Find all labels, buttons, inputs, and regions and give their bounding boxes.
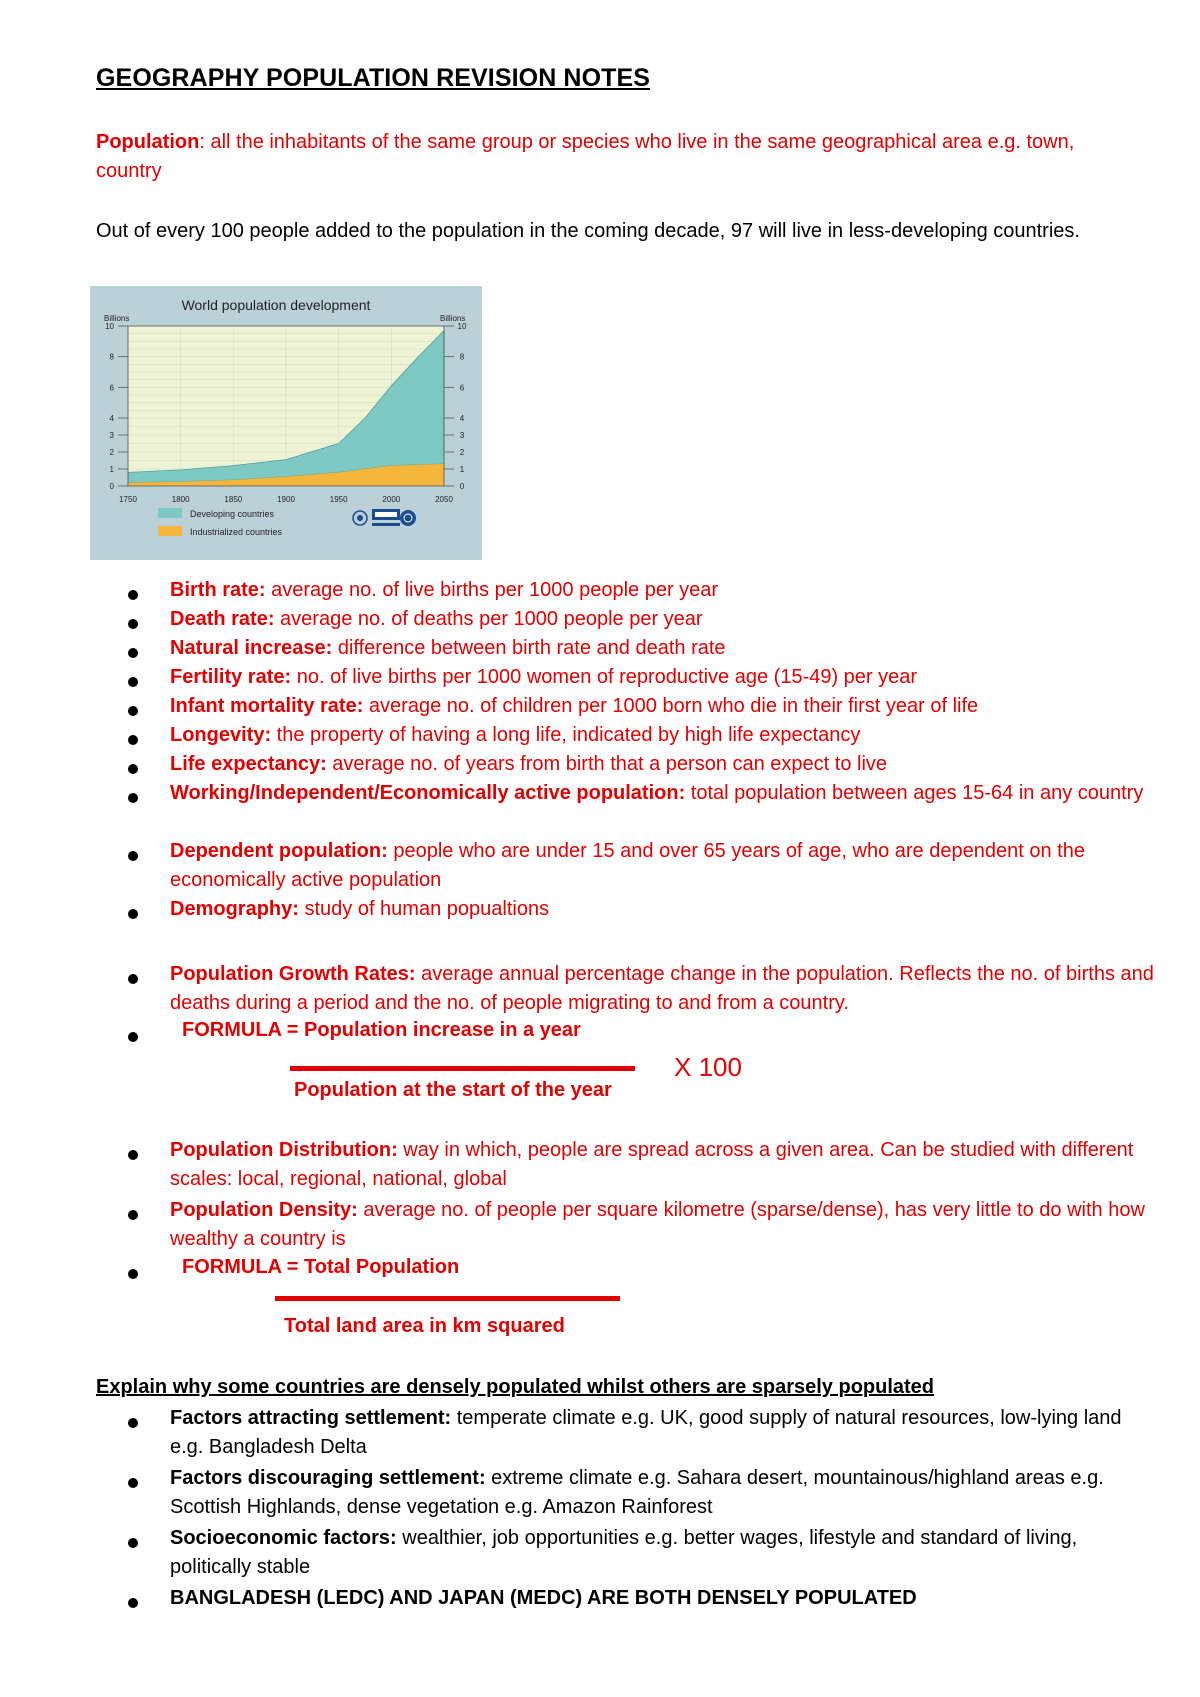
- population-chart: [90, 286, 482, 560]
- y-tick-label-left: 6: [109, 383, 114, 393]
- bullet: [128, 1269, 138, 1279]
- page-title: GEOGRAPHY POPULATION REVISION NOTES: [96, 64, 651, 92]
- x-tick-label: 1750: [119, 495, 137, 504]
- y-tick-label-right: 4: [459, 414, 465, 423]
- density-formula-label: FORMULA = Total Population: [182, 1256, 460, 1278]
- population-chart-svg: [90, 286, 482, 560]
- x-tick-label: 2000: [382, 495, 401, 504]
- density-term: Population Density:: [170, 1199, 358, 1221]
- bullet: [128, 648, 138, 658]
- factor-text: temperate climate e.g. UK, good supply of natural resources, low-lying land e.g. Bangladesh Delta: [170, 1407, 1122, 1458]
- bullet: [128, 764, 138, 774]
- bullet: [128, 909, 138, 919]
- definition-item: [170, 750, 1180, 779]
- definition-term: Dependent population:: [170, 840, 388, 862]
- definition-term: Life expectancy:: [170, 753, 327, 775]
- bullet: [128, 619, 138, 629]
- un-logo: [353, 511, 367, 525]
- bullet: [128, 706, 138, 716]
- density-def: average no. of people per square kilometre (sparse/dense), has very little to do with how wealthy a country is: [170, 1199, 1145, 1250]
- y-tick-label-left: 3: [109, 431, 114, 440]
- growth-formula-label: FORMULA = Population increase in a year: [182, 1019, 581, 1041]
- bullet: [128, 677, 138, 687]
- x-tick-label: 1850: [224, 495, 243, 504]
- density-denominator: Total land area in km squared: [284, 1315, 565, 1337]
- definition-term: Fertility rate:: [170, 666, 292, 688]
- x-tick-label: 1900: [277, 495, 295, 504]
- factor-term: Factors attracting settlement:: [170, 1407, 452, 1429]
- bullet: [128, 1598, 138, 1608]
- distribution-term: Population Distribution:: [170, 1139, 398, 1161]
- definition-text: average no. of children per 1000 born who die in their first year of life: [363, 695, 979, 717]
- factor-item: [170, 1404, 1130, 1462]
- factor-item: [170, 1584, 1130, 1613]
- bullet: [128, 1418, 138, 1428]
- density-item: [170, 1196, 1180, 1254]
- factor-term: Socioeconomic factors:: [170, 1527, 397, 1549]
- y-tick-label-left: 0: [109, 482, 114, 491]
- growth-fraction-bar: [290, 1066, 635, 1071]
- y-tick-label-left: 10: [105, 322, 114, 331]
- legend-industrialized: Industrialized countries: [190, 527, 283, 537]
- definition-term: Longevity:: [170, 724, 272, 746]
- bullet: [128, 1032, 138, 1042]
- legend-swatch-industrialized: [158, 526, 182, 536]
- y-tick-label-right: 8: [459, 352, 465, 362]
- growth-def: average annual percentage change in the population. Reflects the no. of births and deaths during a period and the no. of people migrating to and from a country.: [170, 963, 1154, 1014]
- factor-text: wealthier, job opportunities e.g. better wages, lifestyle and standard of living, politically stable: [170, 1527, 1078, 1578]
- definition-term: Infant mortality rate:: [170, 695, 364, 717]
- definition-text: average no. of years from birth that a person can expect to live: [326, 753, 888, 775]
- legend-swatch-developing: [158, 508, 182, 518]
- definition-item: [170, 663, 1180, 692]
- y-tick-label-left: 8: [109, 352, 114, 362]
- population-definition: [96, 128, 1116, 186]
- density-fraction-bar: [275, 1296, 620, 1301]
- definition-term: Death rate:: [170, 608, 275, 630]
- definition-text: average no. of deaths per 1000 people per year: [274, 608, 703, 630]
- definition-item: [170, 605, 1180, 634]
- bullet: [128, 1210, 138, 1220]
- bullet: [128, 1150, 138, 1160]
- population-def: : all the inhabitants of the same group or species who live in the same geographical area e.g. town, country: [96, 131, 1075, 182]
- definition-text: study of human popualtions: [298, 898, 550, 920]
- chart-ylabel-left: Billions: [104, 314, 130, 323]
- factor-term: Factors discouraging settlement:: [170, 1467, 486, 1489]
- factor-term: BANGLADESH (LEDC) AND JAPAN (MEDC) ARE BOTH DENSELY POPULATED: [170, 1587, 917, 1609]
- definition-text: difference between birth rate and death rate: [332, 637, 726, 659]
- y-tick-label-right: 2: [459, 448, 465, 457]
- definition-item: [170, 837, 1180, 895]
- definition-term: Natural increase:: [170, 637, 333, 659]
- bullet: [128, 793, 138, 803]
- x-tick-label: 1950: [329, 495, 348, 504]
- y-tick-label-right: 10: [457, 322, 467, 331]
- grid-arendal-logo: [372, 509, 400, 526]
- definition-term: Demography:: [170, 898, 299, 920]
- factor-item: [170, 1524, 1130, 1582]
- growth-rate-item: [170, 960, 1180, 1018]
- distribution-item: [170, 1136, 1180, 1194]
- bullet: [128, 735, 138, 745]
- bullet: [128, 851, 138, 861]
- definition-item: [170, 895, 1180, 924]
- factor-item: [170, 1464, 1130, 1522]
- factor-text: extreme climate e.g. Sahara desert, mountainous/highland areas e.g. Scottish Highlands, dense vegetation e.g. Amazon Rainforest: [170, 1467, 1104, 1518]
- growth-multiplier: X 100: [674, 1052, 742, 1082]
- chart-ylabel-right: Billions: [440, 314, 466, 323]
- definition-item: [170, 779, 1180, 808]
- y-tick-label-left: 4: [109, 414, 114, 423]
- un-emblem-icon: [400, 510, 416, 526]
- definition-text: total population between ages 15-64 in any country: [685, 782, 1144, 804]
- y-tick-label-left: 2: [109, 448, 114, 457]
- y-tick-label-left: 1: [109, 465, 114, 474]
- y-tick-label-right: 0: [459, 482, 465, 491]
- bullet: [128, 974, 138, 984]
- definition-item: [170, 576, 1180, 605]
- legend-developing: Developing countries: [190, 509, 275, 519]
- bullet: [128, 1538, 138, 1548]
- definition-item: [170, 721, 1180, 750]
- growth-denominator: Population at the start of the year: [294, 1079, 612, 1101]
- section-heading: Explain why some countries are densely populated whilst others are sparsely populated: [96, 1376, 935, 1398]
- y-tick-label-right: 1: [459, 465, 465, 474]
- definition-term: Birth rate:: [170, 579, 266, 601]
- population-term: Population: [96, 131, 200, 153]
- definition-term: Working/Independent/Economically active population:: [170, 782, 686, 804]
- distribution-def: way in which, people are spread across a given area. Can be studied with different scales: local, regional, national, global: [170, 1139, 1134, 1190]
- y-tick-label-right: 3: [459, 431, 465, 440]
- definition-text: average no. of live births per 1000 people per year: [265, 579, 719, 601]
- growth-term: Population Growth Rates:: [170, 963, 416, 985]
- x-tick-label: 1800: [171, 495, 190, 504]
- definition-text: the property of having a long life, indicated by high life expectancy: [271, 724, 861, 746]
- bullet: [128, 590, 138, 600]
- x-tick-label: 2050: [435, 495, 453, 504]
- definition-text: people who are under 15 and over 65 years of age, who are dependent on the economically active population: [170, 840, 1085, 891]
- population-fact: Out of every 100 people added to the population in the coming decade, 97 will live in less-developing countries.: [96, 220, 1080, 242]
- bullet: [128, 1478, 138, 1488]
- definition-item: [170, 634, 1180, 663]
- chart-title: World population development: [181, 297, 371, 313]
- definition-text: no. of live births per 1000 women of reproductive age (15-49) per year: [291, 666, 918, 688]
- y-tick-label-right: 6: [459, 383, 465, 393]
- definition-item: [170, 692, 1180, 721]
